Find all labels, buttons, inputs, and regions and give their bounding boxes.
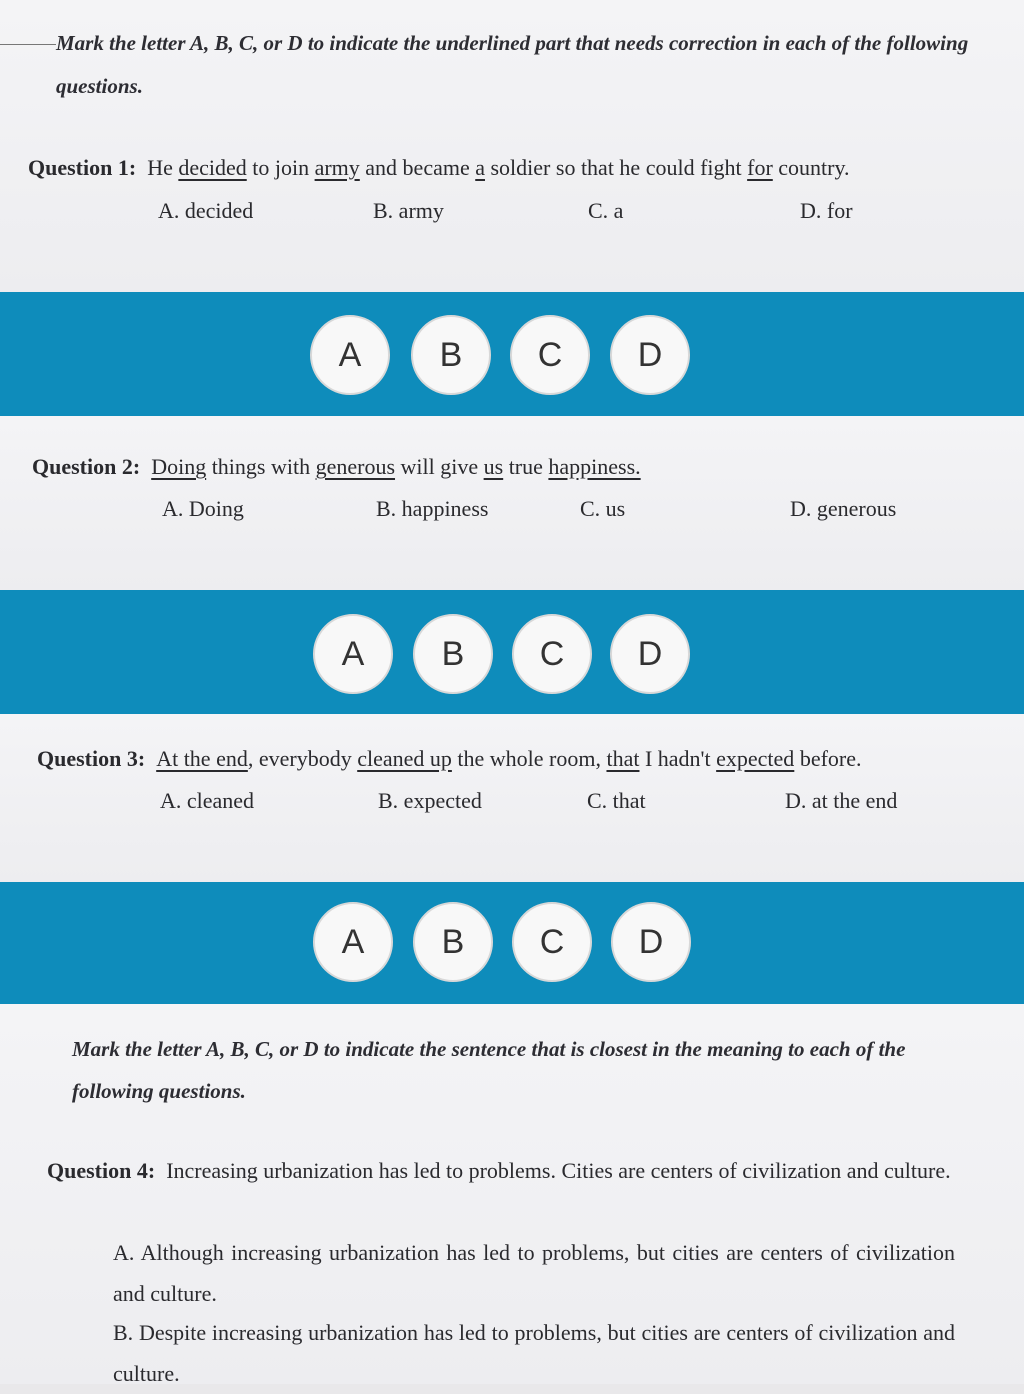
question-4-option-b: B. Despite increasing urbanization has led to problems, but cities are centers of civilization and culture.	[113, 1320, 955, 1386]
answer-band-3	[0, 882, 1024, 1004]
question-1-text: Question 1: He decided to join army and became a soldier so that he could fight for country.	[28, 155, 850, 180]
answer-b-button[interactable]: B	[413, 902, 493, 982]
option-a: A. decided	[158, 198, 254, 223]
question-card-4	[0, 1004, 1024, 1384]
answer-band-1	[0, 292, 1024, 416]
option-a: A. Doing	[162, 496, 244, 521]
answer-d-button[interactable]: D	[611, 902, 691, 982]
question-label: Question 1:	[28, 155, 137, 180]
question-card-2	[0, 416, 1024, 590]
option-a: A. cleaned	[160, 788, 255, 813]
section2-instruction: Mark the letter A, B, C, or D to indicate the sentence that is closest in the meaning to each of the following questions.	[72, 1037, 906, 1103]
answer-band-2	[0, 590, 1024, 714]
question-4-body: Increasing urbanization has led to problems. Cities are centers of civilization and culture.	[166, 1158, 951, 1183]
option-b: B. happiness	[376, 496, 489, 521]
answer-d-button[interactable]: D	[610, 614, 690, 694]
option-d: D. generous	[790, 496, 897, 521]
option-d: D. at the end	[785, 788, 898, 813]
top-rule	[0, 44, 56, 45]
answer-d-button[interactable]: D	[610, 315, 690, 395]
question-label: Question 3:	[37, 746, 146, 771]
question-4-option-a: A. Although increasing urbanization has led to problems, but cities are centers of civilization and culture.	[113, 1240, 955, 1306]
answer-b-button[interactable]: B	[411, 315, 491, 395]
answer-c-button[interactable]: C	[510, 315, 590, 395]
question-card-3	[0, 714, 1024, 882]
answer-b-button[interactable]: B	[413, 614, 493, 694]
section1-instruction: Mark the letter A, B, C, or D to indicate the underlined part that needs correction in each of the following questions.	[56, 31, 969, 98]
answer-a-button[interactable]: A	[313, 614, 393, 694]
option-b: B. army	[373, 198, 444, 223]
option-c: C. a	[588, 198, 624, 223]
answer-c-button[interactable]: C	[512, 902, 592, 982]
question-label: Question 4:	[47, 1158, 156, 1183]
question-4-text	[47, 1150, 972, 1191]
answer-a-button[interactable]: A	[310, 315, 390, 395]
answer-c-button[interactable]: C	[512, 614, 592, 694]
option-c: C. that	[587, 788, 646, 813]
question-label: Question 2:	[32, 454, 141, 479]
question-card-1	[0, 0, 1024, 292]
option-c: C. us	[580, 496, 626, 521]
option-b: B. expected	[378, 788, 482, 813]
option-d: D. for	[800, 198, 853, 223]
question-3-text: Question 3: At the end, everybody cleaned up the whole room, that I hadn't expected before.	[37, 746, 862, 771]
answer-a-button[interactable]: A	[313, 902, 393, 982]
question-2-text: Question 2: Doing things with generous will give us true happiness.	[32, 454, 641, 479]
